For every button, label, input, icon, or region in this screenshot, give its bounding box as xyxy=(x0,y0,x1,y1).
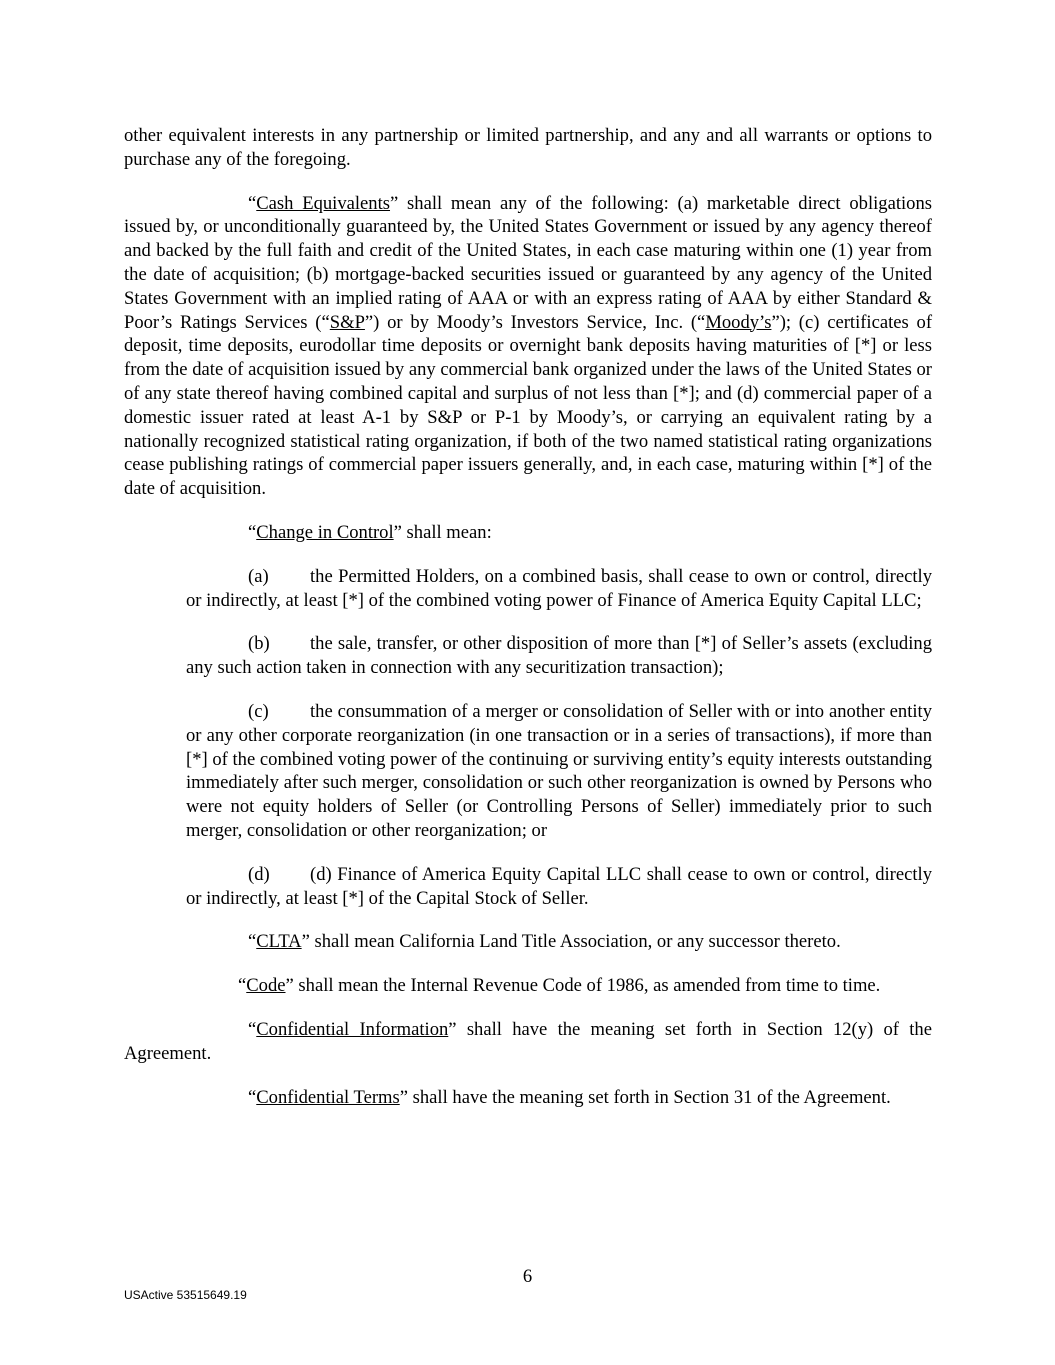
defined-term: Confidential Terms xyxy=(256,1086,400,1108)
change-in-control-item-a: (a) the Permitted Holders, on a combined basis, shall cease to own or control, directly or indirectly, at least [*] of the combined voting power of Finance of America Equity Capital LLC; xyxy=(186,565,932,611)
document-id: USActive 53515649.19 xyxy=(124,1288,247,1302)
definition-change-in-control: “Change in Control” shall mean: xyxy=(248,521,492,543)
defined-term: Cash Equivalents xyxy=(256,192,391,214)
definition-confidential-information: “Confidential Information” shall have the meaning set forth in Section 12(y) of the Agreement. xyxy=(124,1018,932,1064)
definition-clta: “CLTA” shall mean California Land Title Association, or any successor thereto. xyxy=(248,931,841,953)
defined-term: Confidential Information xyxy=(256,1018,449,1040)
defined-term: S&P xyxy=(329,311,365,333)
page-number: 6 xyxy=(522,1266,533,1287)
defined-term: Code xyxy=(246,975,286,997)
change-in-control-item-c: (c) the consummation of a merger or consolidation of Seller with or into another entity or any other corporate reorganization (in one transaction or in a series of transactions), if more than [*] of the combined voting power of the continuing or surviving entity’s equity interests outstanding immediately after such merger, consolidation or such other reorganization is owned by Persons who were not equity holders of Seller (or Controlling Persons of Seller) immediately prior to such merger, consolidation or other reorganization; or xyxy=(186,700,932,841)
change-in-control-item-d: (d) (d) Finance of America Equity Capital LLC shall cease to own or control, directly or indirectly, at least [*] of the Capital Stock of Seller. xyxy=(186,863,932,909)
defined-term: Change in Control xyxy=(256,521,394,543)
defined-term: Moody’s xyxy=(705,311,772,333)
definition-cash-equivalents: “Cash Equivalents” shall mean any of the following: (a) marketable direct obligations issued by, or unconditionally guaranteed by, the United States Government or issued by any agency thereof and backed by the full faith and credit of the United States, in each case maturing within one (1) year from the date of acquisition; (b) mortgage-backed securities issued or guaranteed by any agency of the United States Government with an implied rating of AAA or with an express rating of AAA by either Standard & Poor’s Ratings Services (“S&P”) or by Moody’s Investors Service, Inc. (“Moody’s”); (c) certificates of deposit, time deposits, eurodollar time deposits or overnight bank deposits having maturities of [*] or less from the date of acquisition issued by any commercial bank organized under the laws of the United States or of any state thereof having combined capital and surplus of not less than [*]; and (d) commercial paper of a domestic issuer rated at least A-1 by S&P or P-1 by Moody’s, or carrying an equivalent rating by a nationally recognized statistical rating organization, if both of the two named statistical rating organizations cease publishing ratings of commercial paper issuers generally, and, in each case, maturing within [*] of the date of acquisition. xyxy=(124,192,933,500)
defined-term: CLTA xyxy=(256,931,302,953)
change-in-control-item-b: (b) the sale, transfer, or other disposition of more than [*] of Seller’s assets (excluding any such action taken in connection with any securitization transaction); xyxy=(186,633,932,679)
definition-code: “Code” shall mean the Internal Revenue Code of 1986, as amended from time to time. xyxy=(238,975,881,997)
paragraph-continuation: other equivalent interests in any partnership or limited partnership, and any and all warrants or options to purchase any of the foregoing. xyxy=(124,125,932,170)
definition-confidential-terms: “Confidential Terms” shall have the meaning set forth in Section 31 of the Agreement. xyxy=(248,1086,891,1108)
document-body xyxy=(124,124,932,1109)
